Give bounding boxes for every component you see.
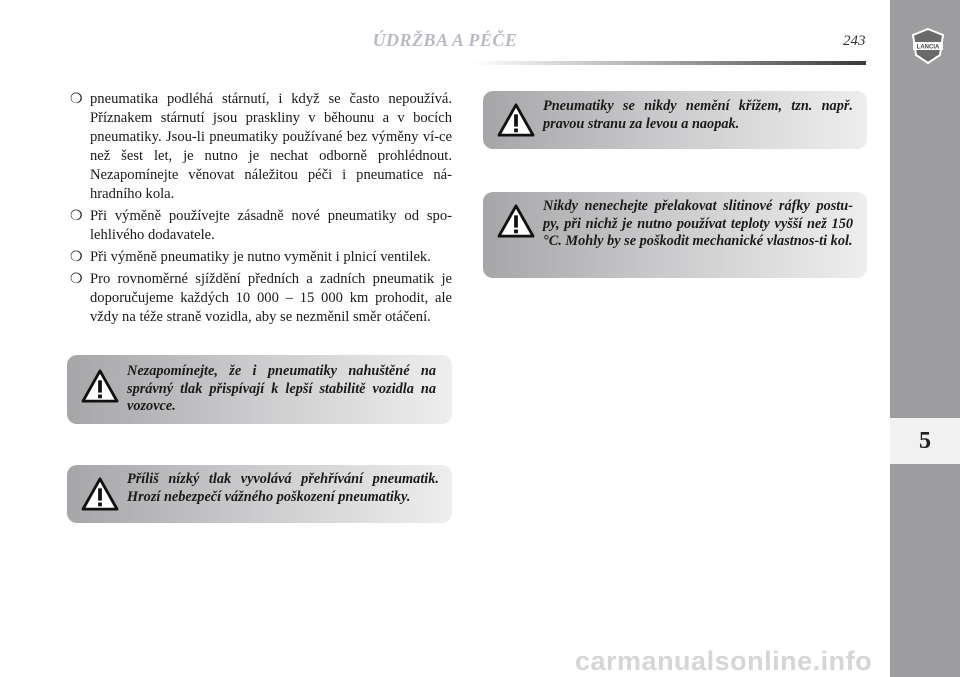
list-item: ❍ Při výměně používejte zásadně nové pneumatiky od spo-lehlivého dodavatele.: [70, 208, 452, 243]
warning-box: [483, 192, 867, 278]
bullet-list: [70, 90, 452, 330]
svg-text:LANCIA: LANCIA: [916, 44, 940, 51]
warning-box: [67, 355, 452, 424]
page-number: 243: [843, 33, 866, 49]
section-title: ÚDRŽBA A PÉČE: [372, 30, 518, 50]
chapter-tab[interactable]: 5: [890, 418, 960, 464]
warning-triangle-icon: [81, 369, 119, 403]
bullet-marker: ❍: [70, 272, 83, 287]
warning-text: Nikdy nenechejte přelakovat slitinové ráfky postu-py, při nichž je nutno používat teploty vyšší než 150 °C. Mohly by se poškodit mechanické vlastnos-ti kol.: [543, 198, 853, 249]
list-item: ❍ Při výměně pneumatiky je nutno vyměnit i plnicí ventilek.: [70, 249, 431, 265]
header-rule: [470, 61, 866, 65]
warning-box: [483, 91, 867, 149]
list-item: ❍ Pro rovnoměrné sjíždění předních a zadních pneumatik je doporučujeme každých 10 000 – 15 000 km prohodit, ale vždy na téže straně vozidla, aby se nezměnil směr otáčení.: [70, 271, 452, 325]
chapter-sidebar: [890, 0, 960, 677]
warning-text: Příliš nízký tlak vyvolává přehřívání pneumatik. Hrozí nebezpečí vážného poškození pneumatiky.: [127, 471, 439, 505]
watermark: carmanualsonline.info: [575, 646, 873, 676]
warning-triangle-icon: [497, 103, 535, 137]
warning-text: Nezapomínejte, že i pneumatiky nahuštěné na správný tlak přispívají k lepší stabilitě vozidla na vozovce.: [127, 363, 436, 414]
bullet-marker: ❍: [70, 92, 83, 107]
warning-text: Pneumatiky se nikdy nemění křížem, tzn. např. pravou stranu za levou a naopak.: [543, 98, 853, 132]
warning-triangle-icon: [81, 477, 119, 511]
bullet-marker: ❍: [70, 250, 83, 265]
bullet-marker: ❍: [70, 209, 83, 224]
lancia-logo-icon: [909, 27, 947, 65]
warning-box: [67, 465, 452, 523]
list-item: ❍ pneumatika podléhá stárnutí, i když se často nepoužívá. Příznakem stárnutí jsou praskliny v běhounu a v bocích pneumatiky. Jsou-li pneumatiky používané bez výměny ví-ce než šest let, je nutno je nechat odborně prohlédnout. Nezapomínejte věnovat náležitou péči i pneumatice ná-hradního kola.: [70, 91, 452, 202]
